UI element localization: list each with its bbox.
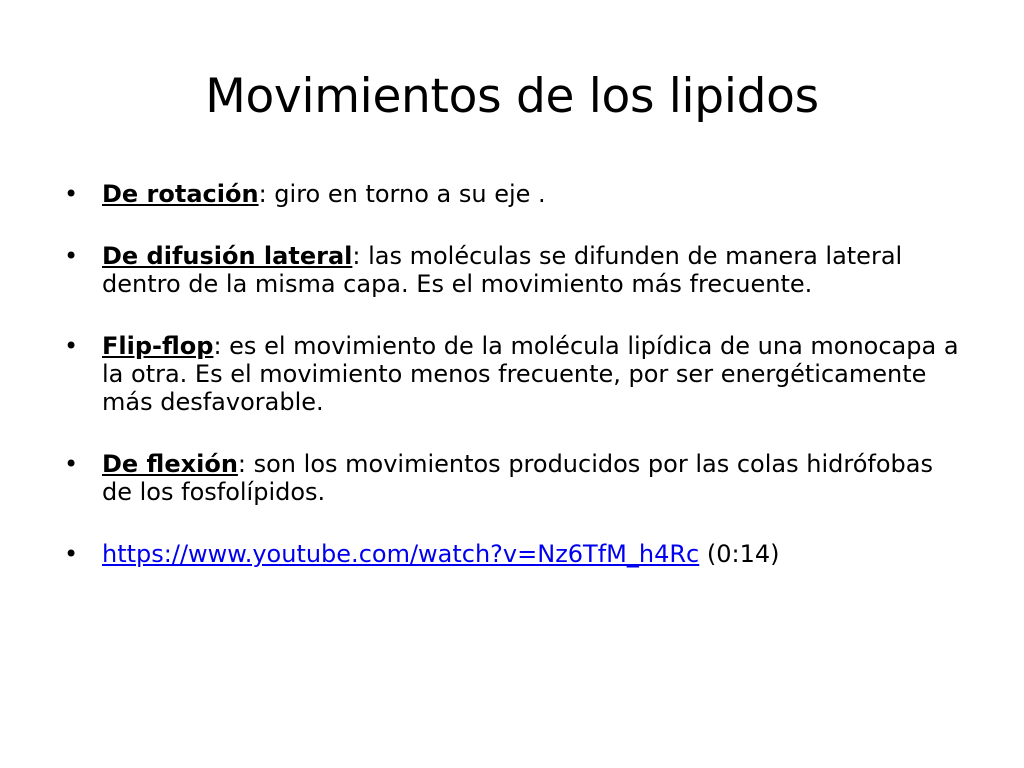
bullet-icon: • xyxy=(64,180,79,208)
bullet-text: : las moléculas se difunden de manera lateral dentro de la misma capa. Es el movimiento más frecuente. xyxy=(102,242,903,298)
bullet-item-rotation xyxy=(64,180,964,208)
bullet-icon: • xyxy=(64,332,79,360)
bullet-item-lateral-diffusion xyxy=(64,242,964,298)
video-duration: (0:14) xyxy=(699,540,780,568)
bullet-item-flexion xyxy=(64,450,964,506)
bullet-item-video-link xyxy=(64,540,964,568)
bullet-icon: • xyxy=(64,242,79,270)
bullet-term: De rotación xyxy=(102,180,259,208)
bullet-list xyxy=(64,180,964,602)
bullet-text: : son los movimientos producidos por las colas hidrófobas de los fosfolípidos. xyxy=(102,450,933,506)
bullet-term: Flip-flop xyxy=(102,332,214,360)
bullet-text: : es el movimiento de la molécula lipídica de una monocapa a la otra. Es el movimiento menos frecuente, por ser energéticamente más desfavorable. xyxy=(102,332,959,416)
bullet-term: De difusión lateral xyxy=(102,242,353,270)
slide-title: Movimientos de los lipidos xyxy=(205,69,819,124)
youtube-link[interactable]: https://www.youtube.com/watch?v=Nz6TfM_h4Rc xyxy=(102,540,700,568)
bullet-item-flip-flop xyxy=(64,332,964,416)
bullet-text: : giro en torno a su eje . xyxy=(258,180,546,208)
bullet-icon: • xyxy=(64,540,79,568)
bullet-icon: • xyxy=(64,450,79,478)
bullet-term: De flexión xyxy=(102,450,238,478)
